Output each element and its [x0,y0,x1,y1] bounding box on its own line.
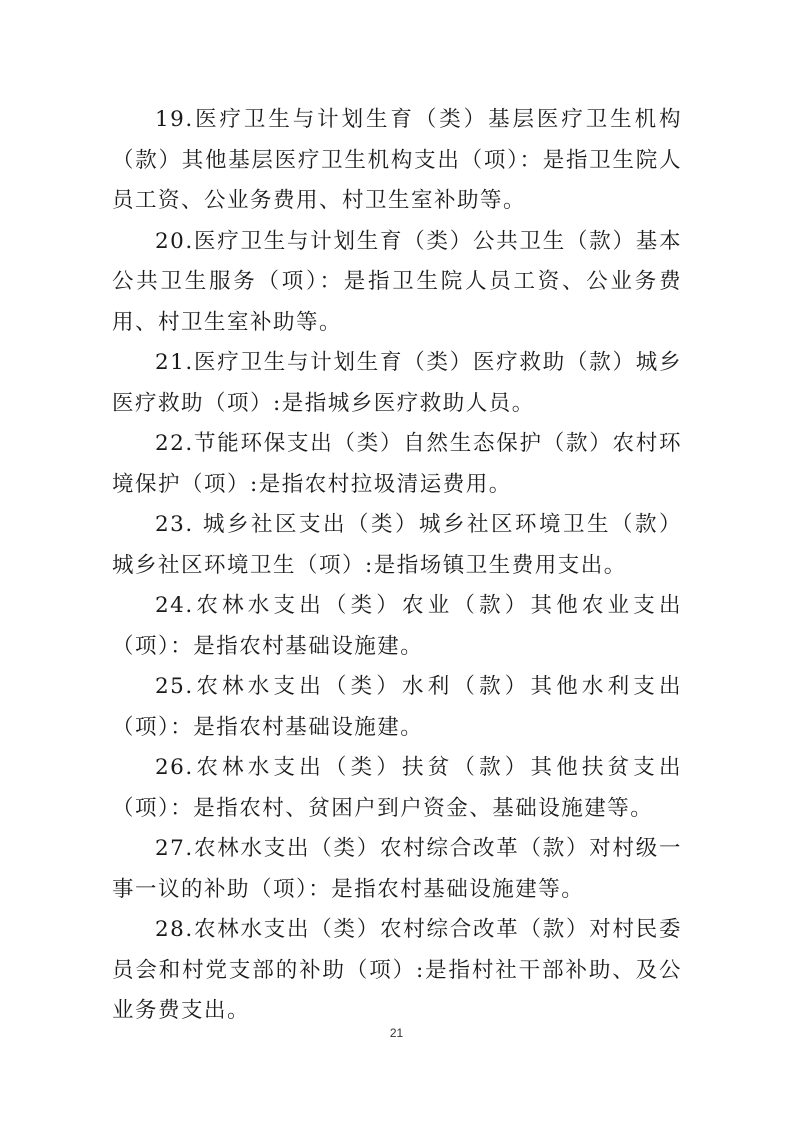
paragraph-23: 23. 城乡社区支出（类）城乡社区环境卫生（款）城乡社区环境卫生（项）:是指场镇卫生费用支出。 [112,512,682,578]
paragraph-24: 24.农林水支出（类）农业（款）其他农业支出（项）：是指农村基础设施建。 [112,593,682,659]
paragraph-25: 25.农林水支出（类）水利（款）其他水利支出（项）：是指农村基础设施建。 [112,674,682,740]
paragraph-28: 28.农林水支出（类）农村综合改革（款）对村民委员会和村党支部的补助（项）:是指村社干部补助、及公业务费支出。 [112,917,682,1023]
paragraph-20: 20.医疗卫生与计划生育（类）公共卫生（款）基本公共卫生服务（项）：是指卫生院人员工资、公业务费用、村卫生室补助等。 [112,228,682,335]
paragraph-27: 27.农林水支出（类）农村综合改革（款）对村级一事一议的补助（项）：是指农村基础设施建等。 [112,836,682,902]
paragraph-26: 26.农林水支出（类）扶贫（款）其他扶贫支出（项）：是指农村、贫困户到户资金、基础设施建等。 [112,755,682,821]
page-number: 21 [389,1026,404,1040]
document-body [112,100,682,1032]
paragraph-19: 19.医疗卫生与计划生育（类）基层医疗卫生机构（款）其他基层医疗卫生机构支出（项）：是指卫生院人员工资、公业务费用、村卫生室补助等。 [112,107,682,213]
paragraph-21: 21.医疗卫生与计划生育（类）医疗救助（款）城乡医疗救助（项）:是指城乡医疗救助人员。 [112,350,682,416]
paragraph-22: 22.节能环保支出（类）自然生态保护（款）农村环境保护（项）:是指农村拉圾清运费用。 [112,431,682,497]
